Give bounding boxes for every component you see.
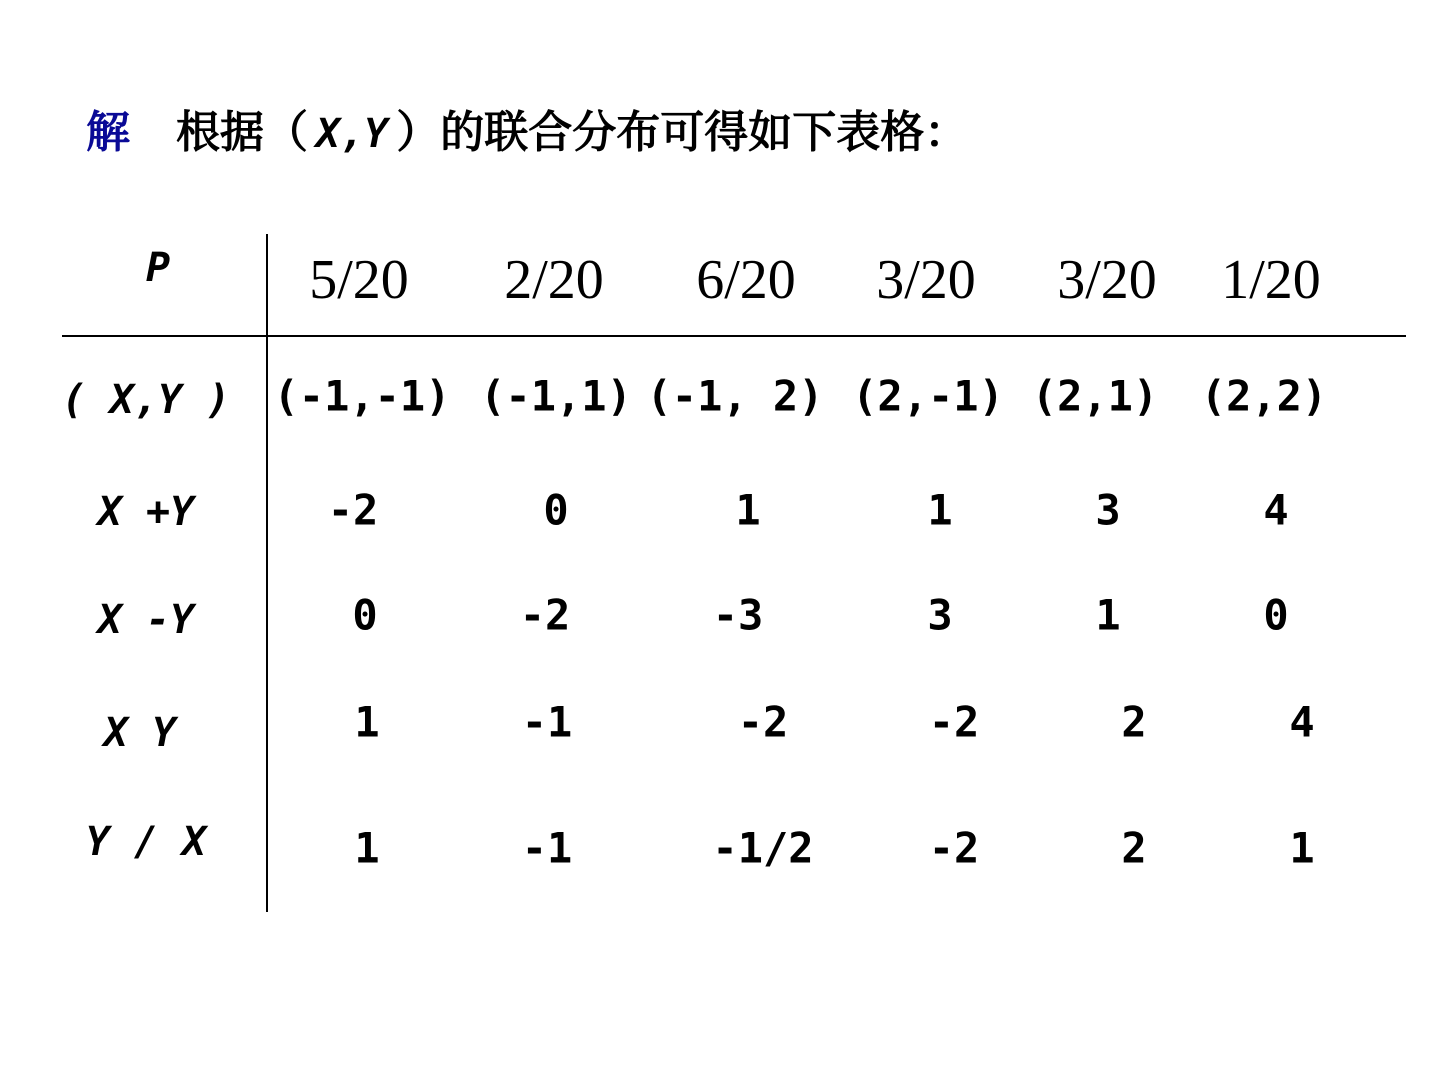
ratio-cell: -1/2: [712, 823, 814, 873]
diff-cell: 0: [1263, 590, 1289, 640]
heading-xy: X,Y: [316, 111, 389, 157]
row-label-diff: X -Y: [97, 597, 195, 643]
product-cell: -2: [737, 697, 789, 747]
prob-cell: 1/20: [1221, 249, 1321, 311]
prob-cell: 6/20: [696, 249, 796, 311]
sum-cell: 1: [927, 485, 953, 535]
ratio-cell: 1: [1289, 823, 1315, 873]
solution-label: 解: [86, 107, 130, 158]
diff-cell: 0: [352, 590, 378, 640]
sum-cell: 3: [1095, 485, 1121, 535]
row-label-p: P: [145, 245, 171, 291]
prob-cell: 3/20: [1057, 249, 1157, 311]
ratio-cell: -1: [521, 823, 573, 873]
row-label-product: X Y: [103, 710, 177, 756]
product-cell: -2: [928, 697, 980, 747]
ratio-cell: -2: [928, 823, 980, 873]
row-label-sum: X +Y: [97, 489, 195, 535]
row-label-ratio: Y / X: [85, 819, 207, 865]
pair-cell: (2,1): [1031, 371, 1159, 421]
ratio-cell: 2: [1121, 823, 1147, 873]
sum-cell: -2: [327, 485, 379, 535]
product-cell: 2: [1121, 697, 1147, 747]
table-horizontal-divider: [62, 335, 1406, 337]
diff-cell: 3: [927, 590, 953, 640]
pair-cell: (-1, 2): [646, 371, 824, 421]
sum-cell: 0: [543, 485, 569, 535]
diff-cell: 1: [1095, 590, 1121, 640]
prob-cell: 3/20: [876, 249, 976, 311]
prob-cell: 5/20: [309, 249, 409, 311]
product-cell: 1: [354, 697, 380, 747]
ratio-cell: 1: [354, 823, 380, 873]
pair-cell: (-1,1): [480, 371, 632, 421]
diff-cell: -3: [712, 590, 764, 640]
product-cell: 4: [1289, 697, 1315, 747]
prob-cell: 2/20: [504, 249, 604, 311]
pair-cell: (2,-1): [852, 371, 1004, 421]
pair-cell: (-1,-1): [273, 371, 451, 421]
diff-cell: -2: [519, 590, 571, 640]
heading-suffix: ）的联合分布可得如下表格：: [396, 107, 969, 158]
sum-cell: 4: [1263, 485, 1289, 535]
sum-cell: 1: [735, 485, 761, 535]
product-cell: -1: [521, 697, 573, 747]
heading: [86, 96, 968, 160]
row-label-pair: ( X,Y ): [61, 377, 231, 423]
heading-prefix: 根据（: [176, 107, 308, 158]
pair-cell: (2,2): [1200, 371, 1328, 421]
